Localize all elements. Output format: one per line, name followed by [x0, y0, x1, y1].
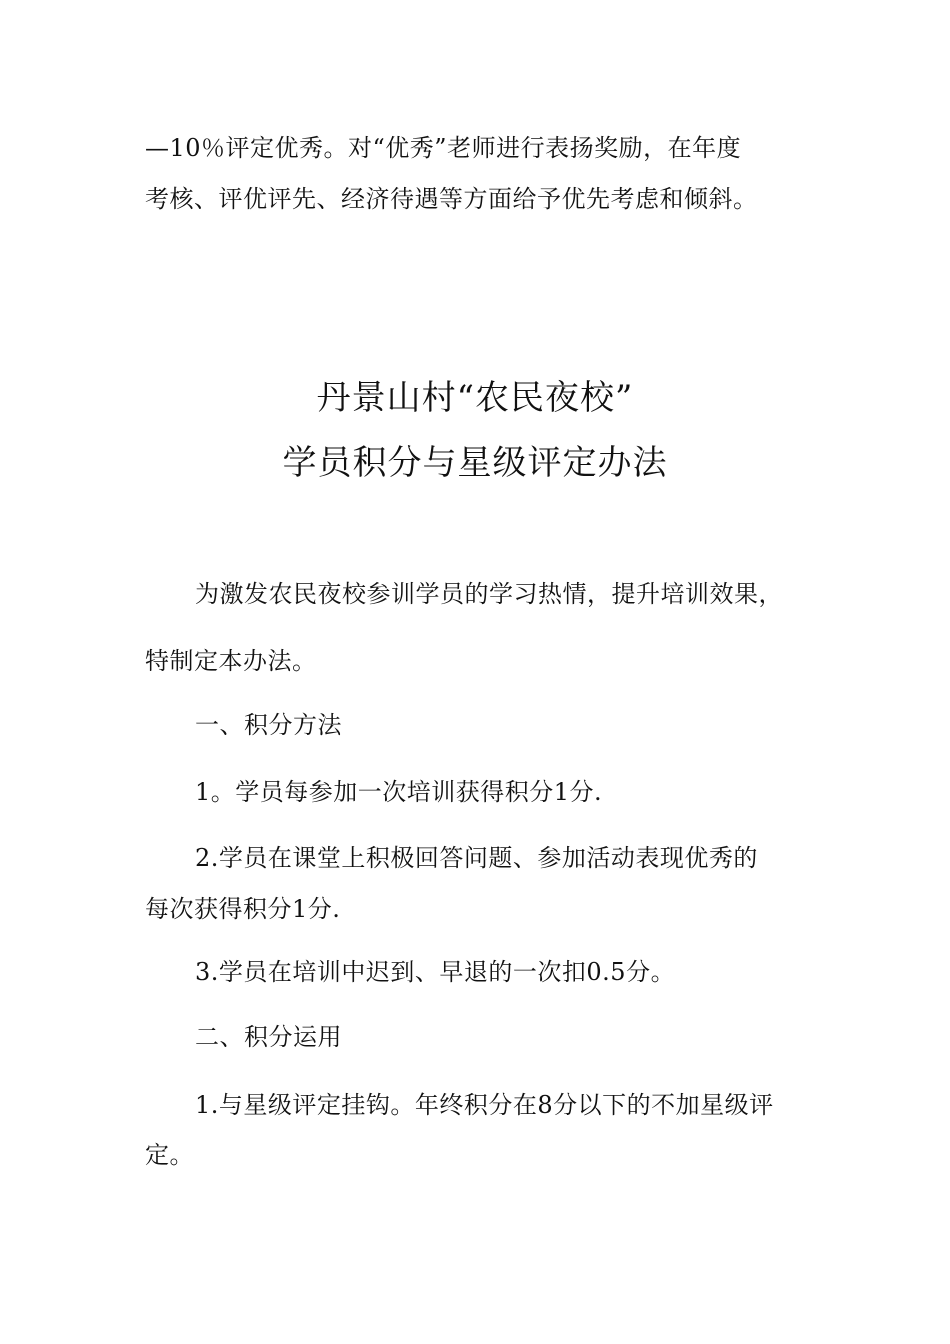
section-2-item-1-line-1: 1.与星级评定挂钩。年终积分在8分以下的不加星级评	[195, 1091, 774, 1119]
intro-fragment-line-2: 考核、评优评先、经济待遇等方面给予优先考虑和倾斜。	[145, 185, 758, 213]
section-2-heading: 二、积分运用	[195, 1023, 342, 1051]
section-2-item-1-line-2: 定。	[145, 1141, 194, 1169]
section-1-heading: 一、积分方法	[195, 711, 342, 739]
intro-fragment-line-1: —10％评定优秀。对“优秀”老师进行表扬奖励，在年度	[145, 134, 742, 162]
preamble-line-1: 为激发农民夜校参训学员的学习热情，提升培训效果，	[195, 580, 783, 608]
section-1-item-2-line-1: 2.学员在课堂上积极回答问题、参加活动表现优秀的	[195, 844, 758, 872]
section-1-item-1: 1。学员每参加一次培训获得积分1分.	[195, 778, 603, 806]
document-title-line-2: 学员积分与星级评定办法	[282, 443, 668, 483]
preamble-line-2: 特制定本办法。	[145, 647, 317, 675]
section-1-item-2-line-2: 每次获得积分1分.	[145, 895, 341, 923]
section-1-item-3: 3.学员在培训中迟到、早退的一次扣0.5分。	[195, 958, 676, 986]
document-title-line-1: 丹景山村“农民夜校”	[316, 378, 634, 418]
